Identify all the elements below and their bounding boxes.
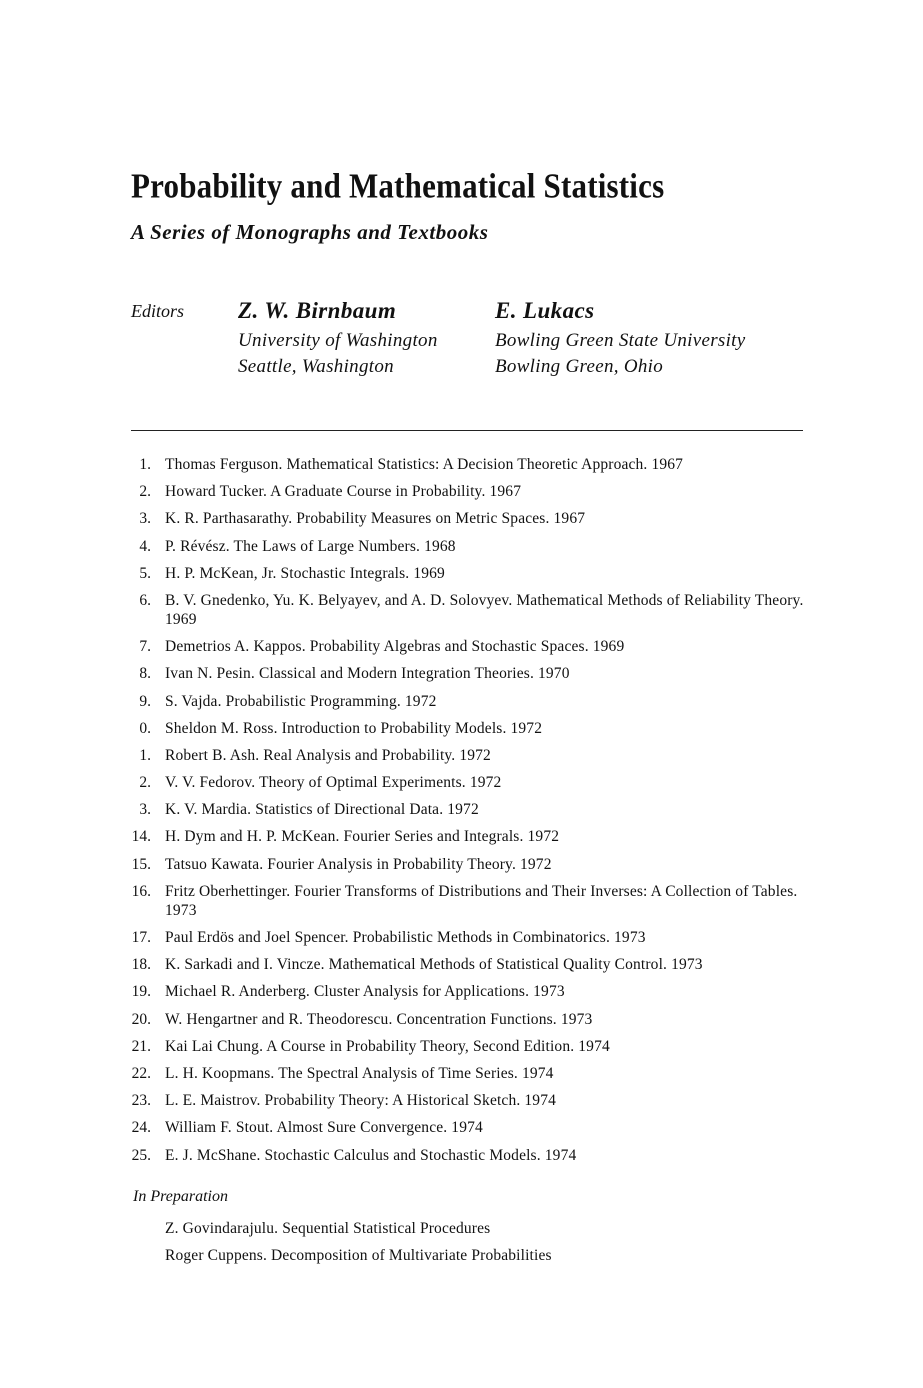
book-entry: Michael R. Anderberg. Cluster Analysis for Applications. 1973 — [165, 983, 565, 1001]
divider-rule — [131, 430, 803, 431]
book-list-item — [131, 855, 831, 874]
book-number: 3. — [139, 510, 151, 528]
book-list-item — [131, 692, 831, 711]
series-subtitle: A Series of Monographs and Textbooks — [131, 220, 489, 244]
book-number: 3. — [139, 801, 151, 819]
book-list-item — [131, 882, 831, 920]
book-entry: Sheldon M. Ross. Introduction to Probability Models. 1972 — [165, 719, 543, 737]
editor-name: Z. W. Birnbaum — [238, 298, 397, 323]
book-number: 2. — [139, 483, 151, 501]
book-entry: Fritz Oberhettinger. Fourier Transforms of Distributions and Their Inverses: A Collection of Tables. 1973 — [165, 882, 798, 919]
book-list-item — [131, 1091, 831, 1110]
book-entry: S. Vajda. Probabilistic Programming. 1972 — [165, 692, 437, 710]
book-entry: Demetrios A. Kappos. Probability Algebras and Stochastic Spaces. 1969 — [165, 638, 625, 656]
in-preparation-item: Roger Cuppens. Decomposition of Multivariate Probabilities — [165, 1247, 552, 1264]
editor-lukacs — [495, 298, 746, 380]
book-number: 8. — [139, 665, 151, 683]
book-entry: Thomas Ferguson. Mathematical Statistics: A Decision Theoretic Approach. 1967 — [165, 456, 684, 473]
book-number: 1. — [139, 746, 151, 764]
book-list-item — [131, 955, 831, 974]
book-entry: William F. Stout. Almost Sure Convergence. 1974 — [165, 1119, 483, 1137]
book-list-item — [131, 664, 831, 683]
book-number: 1. — [139, 456, 151, 473]
book-entry: P. Révész. The Laws of Large Numbers. 1968 — [165, 537, 456, 555]
book-entry: Robert B. Ash. Real Analysis and Probability. 1972 — [165, 746, 491, 764]
book-number: 2. — [139, 774, 151, 792]
book-entry: Paul Erdös and Joel Spencer. Probabilistic Methods in Combinatorics. 1973 — [165, 929, 646, 946]
editor-location: Seattle, Washington — [238, 356, 394, 377]
book-list-item — [131, 719, 831, 738]
book-list-item — [131, 1037, 831, 1056]
editor-birnbaum — [238, 298, 438, 380]
book-list-item — [131, 773, 831, 792]
editor-location: Bowling Green, Ohio — [495, 356, 664, 377]
book-entry: B. V. Gnedenko, Yu. K. Belyayev, and A. D. Solovyev. Mathematical Methods of Reliability Theory. 1969 — [165, 591, 804, 628]
book-entry: L. E. Maistrov. Probability Theory: A Historical Sketch. 1974 — [165, 1092, 557, 1110]
editors-block — [131, 298, 831, 388]
book-entry: Howard Tucker. A Graduate Course in Probability. 1967 — [165, 483, 522, 501]
book-entry: K. V. Mardia. Statistics of Directional Data. 1972 — [165, 801, 479, 819]
book-list-item — [131, 982, 831, 1001]
book-list-item — [131, 482, 831, 501]
book-list-item — [131, 928, 831, 947]
book-list-item — [131, 1146, 831, 1165]
book-number: 20. — [131, 1010, 151, 1028]
book-list-item — [131, 509, 831, 528]
book-list — [131, 455, 831, 1173]
editor-affiliation: Bowling Green State University — [495, 330, 746, 351]
book-number: 24. — [131, 1119, 151, 1137]
book-number: 21. — [131, 1037, 151, 1055]
book-list-item — [131, 800, 831, 819]
book-number: 15. — [131, 855, 151, 873]
book-list-item — [131, 455, 831, 474]
book-number: 14. — [131, 828, 151, 846]
book-entry: E. J. McShane. Stochastic Calculus and Stochastic Models. 1974 — [165, 1146, 577, 1164]
in-preparation-item: Z. Govindarajulu. Sequential Statistical Procedures — [165, 1220, 491, 1237]
book-number: 17. — [131, 929, 151, 946]
book-list-item — [131, 1118, 831, 1137]
book-number: 16. — [131, 882, 151, 900]
editor-affiliation: University of Washington — [238, 330, 438, 351]
book-list-item — [131, 637, 831, 656]
editor-name: E. Lukacs — [495, 298, 595, 323]
book-entry: Tatsuo Kawata. Fourier Analysis in Probability Theory. 1972 — [165, 855, 552, 873]
book-entry: Ivan N. Pesin. Classical and Modern Integration Theories. 1970 — [165, 665, 570, 683]
book-entry: L. H. Koopmans. The Spectral Analysis of Time Series. 1974 — [165, 1064, 554, 1082]
book-number: 7. — [139, 638, 151, 656]
book-entry: K. Sarkadi and I. Vincze. Mathematical Methods of Statistical Quality Control. 1973 — [165, 956, 703, 974]
book-number: 18. — [131, 956, 151, 974]
book-number: 0. — [139, 719, 151, 737]
book-entry: H. Dym and H. P. McKean. Fourier Series and Integrals. 1972 — [165, 828, 560, 846]
book-number: 5. — [139, 564, 151, 582]
book-number: 25. — [131, 1146, 151, 1164]
book-list-item — [131, 746, 831, 765]
book-list-item — [131, 564, 831, 583]
editors-label: Editors — [131, 301, 185, 321]
in-preparation-heading: In Preparation — [133, 1188, 228, 1205]
book-list-item — [131, 1010, 831, 1029]
book-list-item — [131, 537, 831, 556]
book-number: 6. — [139, 591, 151, 609]
book-list-item — [131, 1064, 831, 1083]
book-list-item — [131, 591, 831, 629]
book-number: 9. — [139, 692, 151, 710]
book-number: 4. — [139, 537, 151, 555]
series-title: Probability and Mathematical Statistics — [131, 166, 665, 206]
book-list-item — [131, 827, 831, 846]
book-entry: V. V. Fedorov. Theory of Optimal Experiments. 1972 — [165, 774, 502, 792]
book-number: 19. — [131, 983, 151, 1001]
book-number: 22. — [131, 1064, 151, 1082]
book-entry: K. R. Parthasarathy. Probability Measures on Metric Spaces. 1967 — [165, 510, 586, 528]
book-number: 23. — [131, 1092, 151, 1110]
book-entry: W. Hengartner and R. Theodorescu. Concentration Functions. 1973 — [165, 1010, 593, 1028]
in-preparation-list — [165, 1219, 552, 1273]
book-entry: Kai Lai Chung. A Course in Probability Theory, Second Edition. 1974 — [165, 1037, 610, 1055]
book-entry: H. P. McKean, Jr. Stochastic Integrals. 1969 — [165, 564, 445, 582]
